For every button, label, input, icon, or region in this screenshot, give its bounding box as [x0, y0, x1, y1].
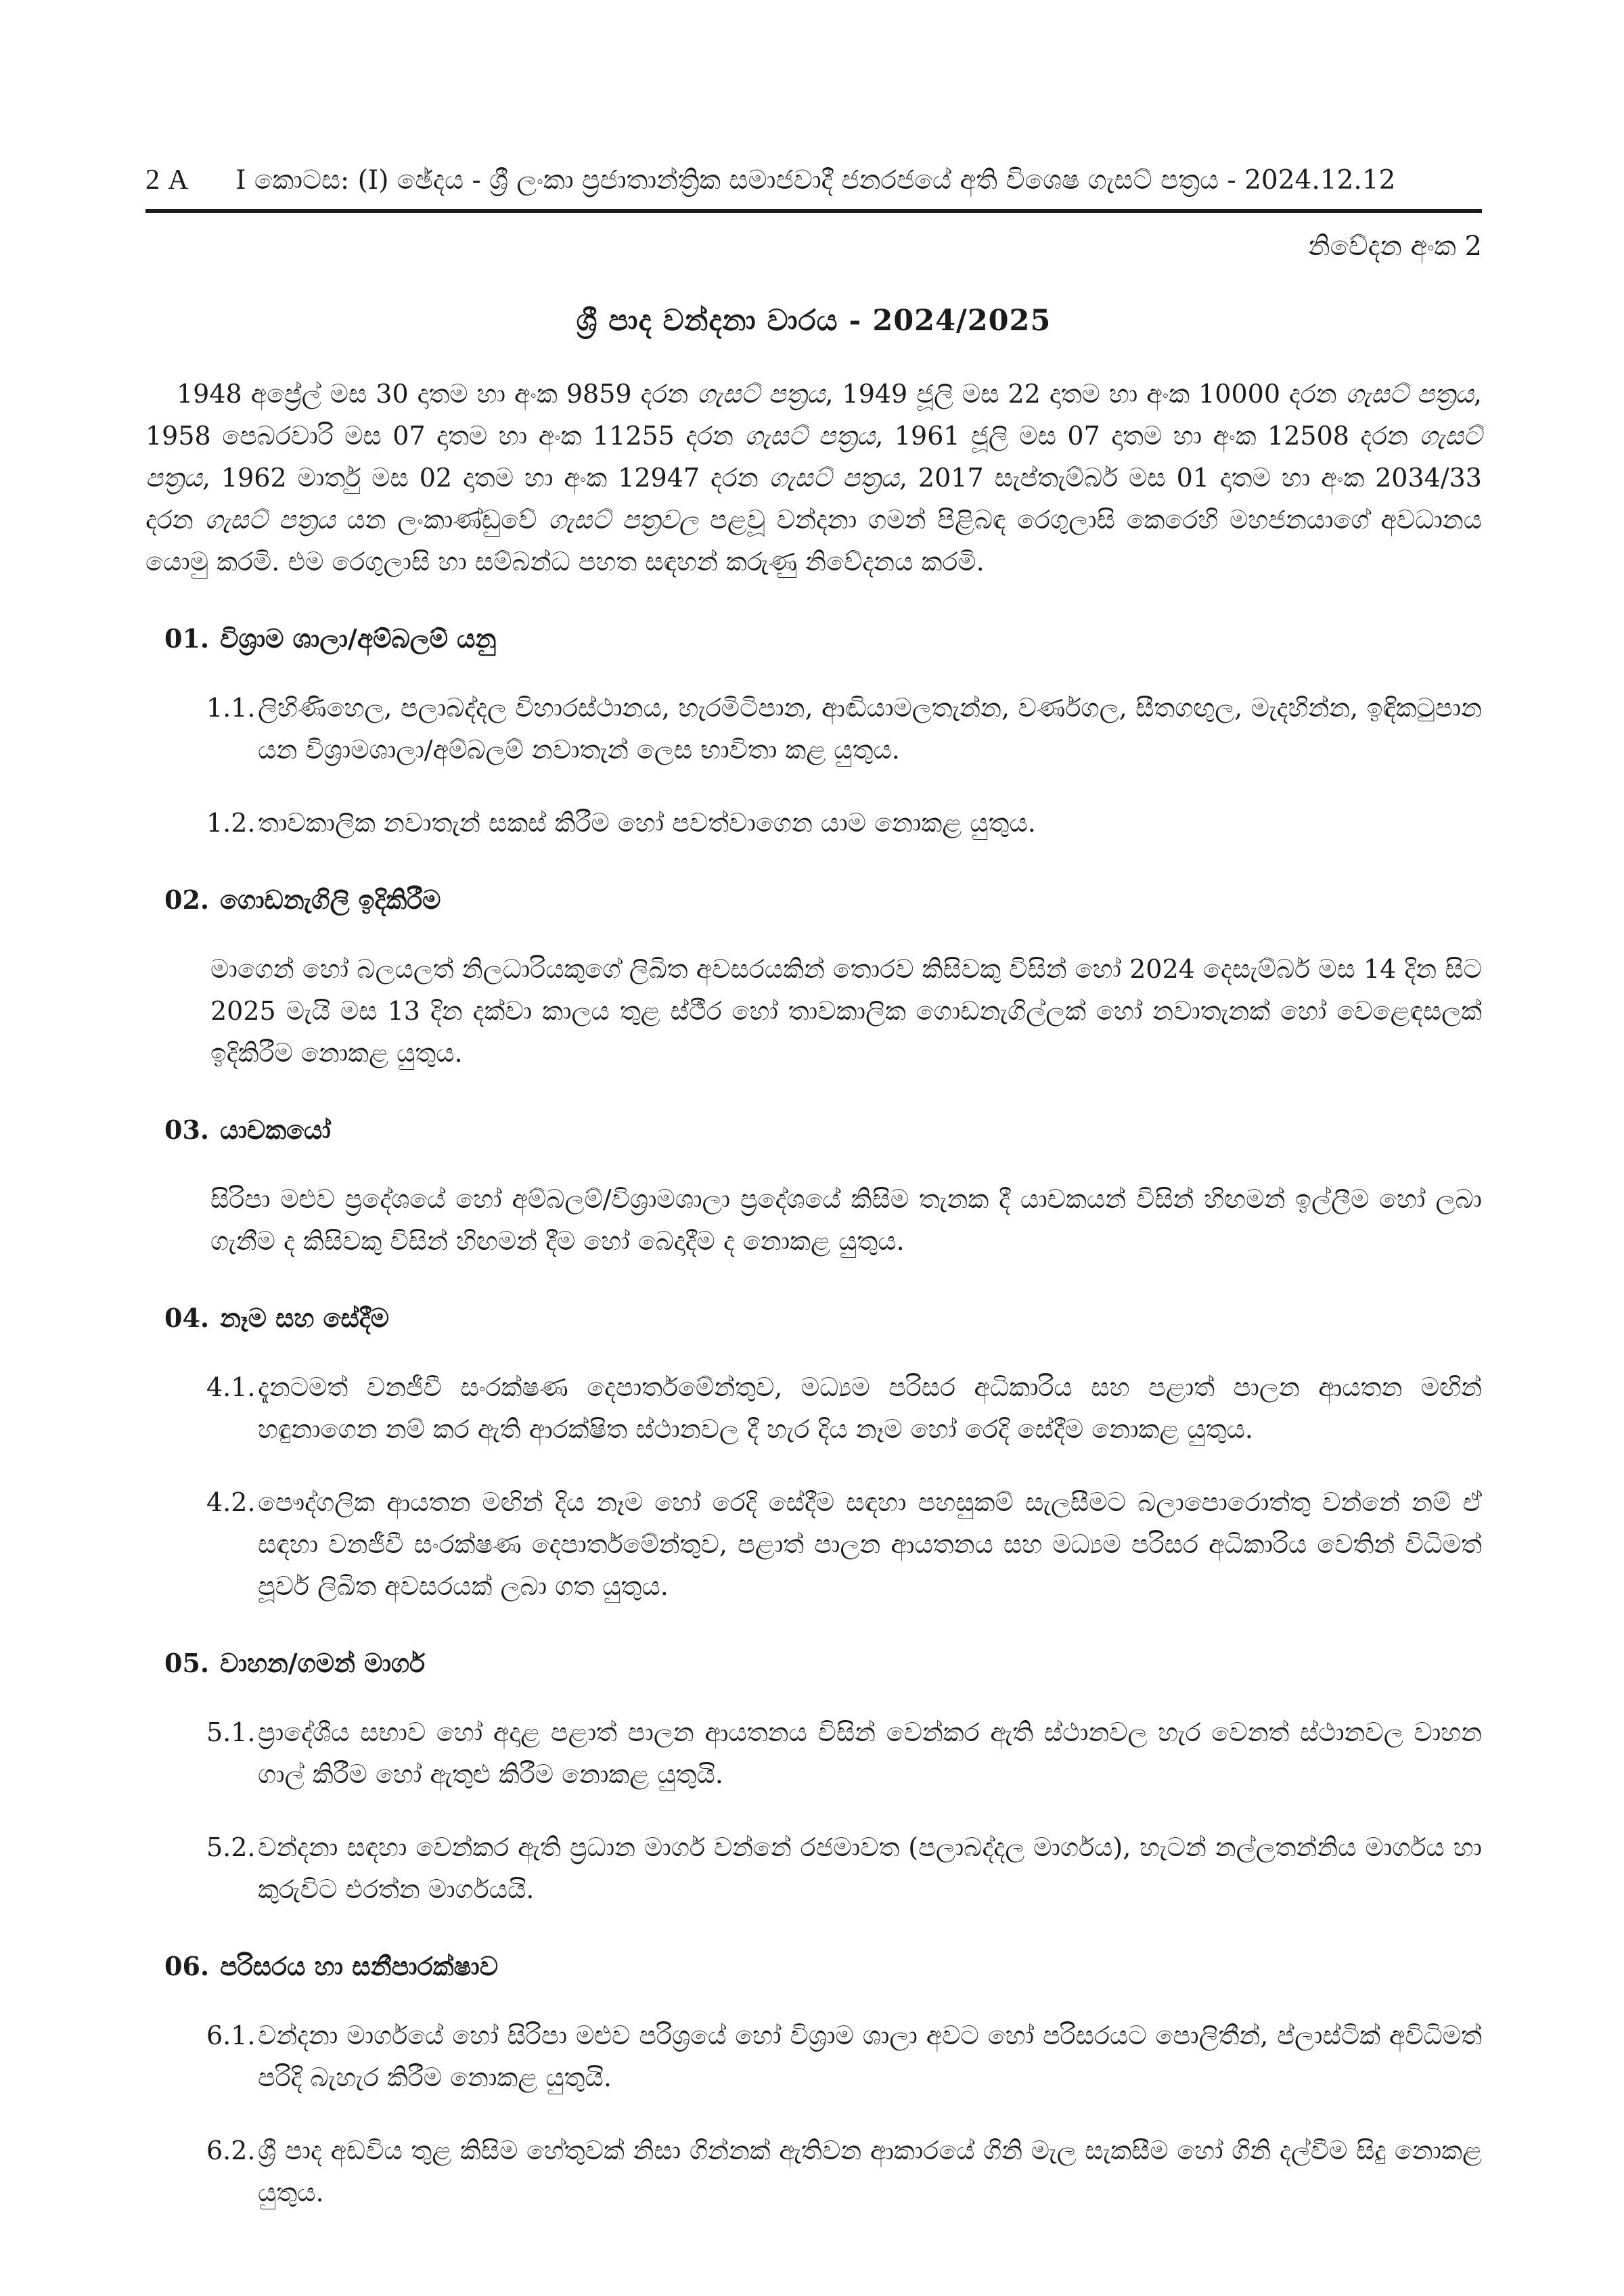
gazette-header-title: I කොටස: (I) ඡේදය - ශ්‍රී ලංකා ප්‍රජාතාන්ත්‍රික සමාජවාදී ජනරජයේ අති විශෙෂ ගැසට් පත්‍රය - 2024.12.12: [235, 165, 1396, 196]
sub-item-number: 4.2.: [206, 1487, 256, 1517]
running-head: [145, 162, 1482, 198]
section-heading: [164, 1301, 1482, 1335]
section-05: [145, 1646, 1482, 1910]
intro-text-run: , 1949 ජූලි මස 22 දාතම හා අංක 10000 දරන: [825, 378, 1346, 409]
sub-item: [206, 1481, 1482, 1607]
gazette-name-italic: ගැසට් පත්‍රවල: [548, 504, 699, 535]
section-number: 04.: [164, 1302, 210, 1333]
section-number: 02.: [164, 884, 210, 915]
sub-item-number: 5.1.: [206, 1717, 256, 1747]
sub-item-number: 5.2.: [206, 1832, 256, 1862]
section-number: 06.: [164, 1950, 210, 1981]
sub-item-text: පෞද්ගලික ආයතන මඟින් දිය නෑම හෝ රෙදි සේදීම සඳහා පහසුකම් සැලසීමට බලාපොරොත්තු වන්නේ නම් ඒ සඳහා වනජීවී සංරක්ෂණ දෙපාර්තමේන්තුව, පළාත් පාලන ආයතනය සහ මධ්‍යම පරිසර අධිකාරිය වෙතින් විධිමත් පූර්ව ලිඛිත අවසරයක් ලබා ගත යුතුය.: [258, 1487, 1482, 1601]
section-02: [145, 883, 1482, 1074]
section-title: පරිසරය හා සනීපාරක්ෂාව: [220, 1950, 499, 1981]
section-title: වාහන/ගමන් මාර්ග: [220, 1647, 426, 1678]
sub-item-text: තාවකාලික නවාතැන් සකස් කිරීම හෝ පවත්වාගෙන යාම නොකළ යුතුය.: [258, 807, 1036, 838]
section-06: [145, 1950, 1482, 2213]
sub-item-text: ප්‍රාදේශීය සභාව හෝ අදාළ පළාත් පාලන ආයතනය විසින් වෙන්කර ඇති ස්ථානවල හැර වෙනත් ස්ථානවල වාහන ගාල් කිරීම හෝ ඇතුළු කිරීම නොකළ යුතුයි.: [258, 1717, 1482, 1789]
section-paragraph: මාගෙන් හෝ බලයලත් නිලධාරියකුගේ ලිඛිත අවසරයකින් තොරව කිසිවකු විසින් හෝ 2024 දෙසැම්බර් මස 14 දින සිට 2025 මැයි මස 13 දින දක්වා කාලය තුළ ස්ථීර හෝ තාවකාලික ගොඩනැගිල්ලක් හෝ නවාතැනක් හෝ වෙළෙඳසලක් ඉදිකිරීම නොකළ යුතුය.: [210, 953, 1482, 1068]
sub-item: [206, 1366, 1482, 1450]
notice-number: නිවේදන අංක 2: [1308, 230, 1482, 262]
section-title: යාචකයෝ: [220, 1114, 331, 1145]
intro-text-run: , 2017 සැප්තැම්බර් මස 01 දාතම හා අංක 2034/33 දරන: [145, 462, 1482, 535]
sub-item-text: වන්දනා මාර්ගයේ හෝ සිරිපා මළුව පරිශ්‍රයේ හෝ විශ්‍රාම ශාලා අවට හෝ පරිසරයට පොලිතීන්, ප්ලාස්ටික් අවිධිමත් පරිදි බැහැර කිරීම නොකළ යුතුයි.: [258, 2020, 1482, 2092]
section-number: 01.: [164, 623, 210, 654]
sub-item-text: ශ්‍රී පාද අඩවිය තුළ කිසිම හේතුවක් නිසා ගින්නක් ඇතිවන ආකාරයේ ගිනි මැල සැකසීම හෝ ගිනි දල්වීම සිදු නොකළ යුතුය.: [258, 2135, 1482, 2207]
section-number: 05.: [164, 1647, 210, 1678]
sub-item: [206, 1711, 1482, 1795]
intro-paragraph: [145, 373, 1482, 583]
section-01: [145, 622, 1482, 844]
intro-text-run: , 1958 පෙබරවාරි මස 07 දාතම හා අංක 11255 දරන: [145, 378, 1482, 451]
gazette-name-italic: ගැසට් පත්‍රය: [769, 462, 899, 493]
section-03: [145, 1113, 1482, 1262]
sub-item-number: 1.2.: [206, 807, 256, 838]
section-heading: [164, 622, 1482, 656]
intro-text-run: පළවූ වන්දනා ගමන් පිළිබඳ රෙගුලාසි කෙරෙහි මහජනයාගේ අවධානය යොමු කරමි. එම රෙගුලාසි හා සම්බන්ධ පහත සඳහන් කරුණු නිවේදනය කරමි.: [145, 504, 1483, 577]
intro-text-run: , 1961 ජූලි මස 07 දාතම හා අංක 12508 දරන: [875, 420, 1420, 451]
sub-item-text: දැනටමත් වනජීවී සංරක්ෂණ දෙපාර්තමේන්තුව, මධ්‍යම පරිසර අධිකාරිය සහ පළාත් පාලන ආයතන මඟින් හඳුනාගෙන නම් කර ඇති ආරක්ෂිත ස්ථානවල දී හැර දිය නෑම හෝ රෙදි සේදීම නොකළ යුතුය.: [258, 1372, 1482, 1444]
sub-item: [206, 1826, 1482, 1910]
intro-text-run: , 1962 මාර්තු මස 02 දාතම හා අංක 12947 දරන: [202, 462, 769, 493]
sections: [145, 622, 1482, 2213]
sub-item-text: ලිහිණිහෙල, පලාබද්දල විහාරස්ථානය, හැරමිටිපාන, ආඬියාමලතැන්න, වර්ණගල, සීතගඟුල, මැදහින්න, ඉඳිකටුපාන යන විශ්‍රාමශාලා/අම්බලම් නවාතැන් ලෙස භාවිතා කළ යුතුය.: [258, 692, 1482, 765]
sub-item: [206, 687, 1482, 771]
sub-item-number: 6.2.: [206, 2135, 256, 2165]
sub-item: [206, 2130, 1482, 2213]
section-title: ගොඩනැගිලි ඉදිකිරීම: [220, 884, 441, 915]
section-heading: [164, 883, 1482, 917]
section-heading: [164, 1113, 1482, 1147]
page-number: 2 A: [145, 164, 190, 196]
sub-item-number: 6.1.: [206, 2020, 256, 2050]
section-paragraph: සිරිපා මළුව ප්‍රදේශයේ හෝ අම්බලම්/විශ්‍රාමශාලා ප්‍රදේශයේ කිසිම තැනක දී යාචකයන් විසින් හිඟමන් ඉල්ලීම හෝ ලබා ගැනීම ද කිසිවකු විසින් හිඟමන් දීම හෝ බෙදාදීම ද නොකළ යුතුය.: [210, 1184, 1482, 1256]
gazette-name-italic: ගැසට් පත්‍රය: [744, 420, 876, 451]
sub-item-text: වන්දනා සඳහා වෙන්කර ඇති ප්‍රධාන මාර්ග වන්නේ රජමාවත (පලාබද්දල මාර්ගය), හැටන් නල්ලතන්නිය මාර්ගය හා කුරුවිට එරත්න මාර්ගයයි.: [258, 1832, 1482, 1904]
intro-text-run: යන ලංකාණ්ඩුවේ: [335, 504, 549, 535]
sub-item-number: 4.1.: [206, 1372, 256, 1402]
gazette-name-italic: ගැසට් පත්‍රය: [145, 420, 1483, 493]
sub-item: [206, 2014, 1482, 2098]
section-title: නෑම සහ සේදීම: [220, 1302, 389, 1333]
section-heading: [164, 1950, 1482, 1983]
section-heading: [164, 1646, 1482, 1680]
sub-item-number: 1.1.: [206, 692, 256, 723]
sub-item: [206, 802, 1482, 844]
gazette-name-italic: ගැසට් පත්‍රය: [697, 378, 826, 409]
section-04: [145, 1301, 1482, 1607]
section-title: විශ්‍රාම ශාලා/අම්බලම් යනු: [220, 623, 497, 654]
gazette-name-italic: ගැසට් පත්‍රය: [1345, 378, 1474, 409]
intro-text-run: 1948 අප්‍රේල් මස 30 දාතම හා අංක 9859 දරන: [177, 378, 698, 409]
section-number: 03.: [164, 1114, 210, 1145]
gazette-name-italic: ගැසට් පත්‍රය: [204, 504, 336, 535]
header-rule: [145, 209, 1482, 213]
page-title: ශ්‍රී පාද වන්දනා වාරය - 2024/2025: [576, 303, 1052, 338]
